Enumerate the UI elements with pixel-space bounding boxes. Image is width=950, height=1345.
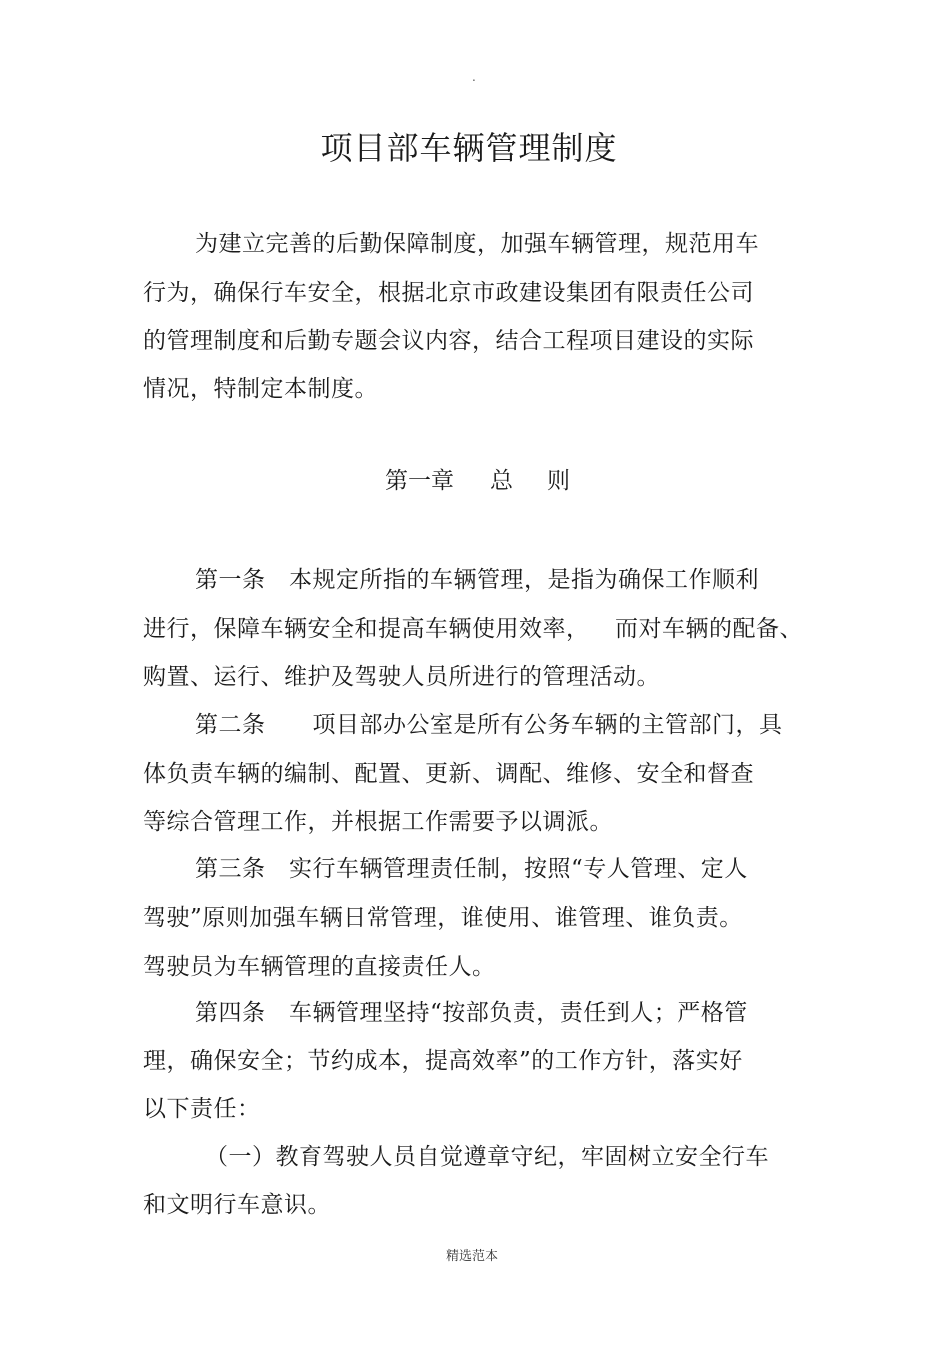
article-4-line-2: 理，确保安全；节约成本，提高效率”的工作方针，落实好 [143,1048,743,1074]
article-3-line-3: 驾驶员为车辆管理的直接责任人。 [143,954,496,980]
article-1-line-2b: 而对车辆的配备、 [615,616,803,642]
article-2-line-2: 体负责车辆的编制、配置、更新、调配、维修、安全和督查 [143,761,754,787]
document-title: 项目部车辆管理制度 [320,129,618,167]
intro-line-1: 为建立完善的后勤保障制度，加强车辆管理，规范用车 [195,231,759,257]
page-footer: 精选范本 [445,1249,498,1264]
item-1-line-1: （一）教育驾驶人员自觉遵章守纪，牢固树立安全行车 [205,1144,769,1170]
item-1-line-2: 和文明行车意识。 [143,1192,331,1218]
intro-line-3: 的管理制度和后勤专题会议内容，结合工程项目建设的实际 [143,328,754,354]
chapter-name-part2: 则 [547,468,570,494]
article-2-line-3: 等综合管理工作，并根据工作需要予以调派。 [143,809,613,835]
article-2-line-1: 第二条 项目部办公室是所有公务车辆的主管部门，具 [195,712,783,738]
article-3-line-2: 驾驶”原则加强车辆日常管理，谁使用、谁管理、谁负责。 [143,905,743,931]
chapter-name-part1: 总 [490,468,513,494]
article-1-line-3: 购置、运行、维护及驾驶人员所进行的管理活动。 [143,664,660,690]
intro-line-2: 行为，确保行车安全，根据北京市政建设集团有限责任公司 [143,280,754,306]
chapter-number: 第一章 [385,468,454,494]
article-3-line-1: 第三条 实行车辆管理责任制，按照“专人管理、定人 [195,856,748,882]
intro-line-4: 情况，特制定本制度。 [143,376,378,402]
article-4-line-3: 以下责任： [143,1096,261,1122]
article-1-line-1: 第一条 本规定所指的车辆管理，是指为确保工作顺利 [195,567,759,593]
header-dot: . [472,70,476,84]
article-4-line-1: 第四条 车辆管理坚持“按部负责，责任到人；严格管 [195,1000,748,1026]
chapter-heading [385,466,570,496]
article-1-line-2: 进行，保障车辆安全和提高车辆使用效率， [143,616,590,642]
